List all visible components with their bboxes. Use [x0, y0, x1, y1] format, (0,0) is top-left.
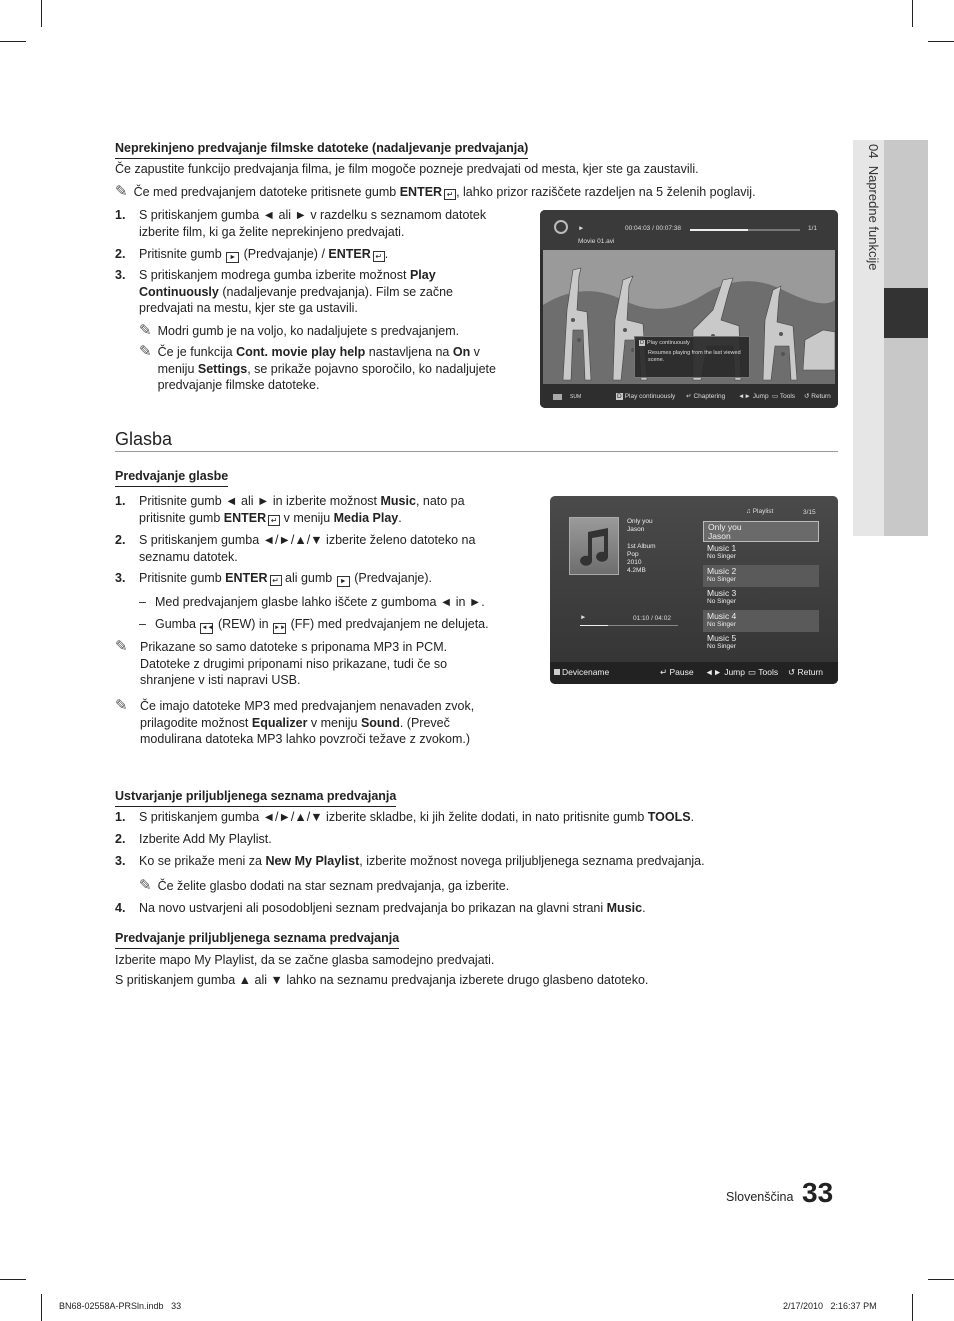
side-tab [853, 140, 928, 536]
side-tab-strip [884, 140, 928, 536]
print-file-info: BN68-02558A-PRSln.indb 33 [59, 1301, 182, 1311]
movie-progress-fill [690, 229, 748, 231]
crop-mark [41, 0, 42, 27]
music-dash-1: – Med predvajanjem glasbe lahko iščete z gumboma ◄ in ►. [139, 595, 485, 609]
side-tab-label: 04 Napredne funkcije [866, 144, 881, 271]
resume-popup: D Play continuously Resumes playing from the last viewed scene. [634, 336, 750, 378]
resume-note-2: ✎ Če je funkcija Cont. movie play help nastavljena na On v meniju Settings, se prikaže pojavno sporočilo, ko nadaljujete predvajanje filmske datoteke. [139, 343, 496, 392]
playlist-item[interactable]: Music 1 No Singer [707, 543, 737, 560]
resume-note-1: ✎ Modri gumb je na voljo, ko nadaljujete s predvajanjem. [139, 322, 460, 339]
side-tab-active [884, 288, 928, 338]
music-player-screenshot [550, 496, 838, 684]
playlist-play-line-2: S pritiskanjem gumba ▲ ali ▼ lahko na seznamu predvajanja izberete drugo glasbeno datoteko. [115, 973, 649, 987]
resume-intro: Če zapustite funkcijo predvajanja filma, je film mogoče pozneje predvajati od mesta, kjer ste ga zaustavili. [115, 162, 699, 176]
music-step-1: 1. Pritisnite gumb ◄ ali ► in izberite možnost Music, nato pa pritisnite gumb ENTER ↵ v meniju Media Play. [115, 494, 465, 525]
playlist-step-3: 3. Ko se prikaže meni za New My Playlist, izberite možnost novega priljubljenega seznama predvajanja. [115, 854, 705, 868]
resume-step-3: 3. S pritiskanjem modrega gumba izberite možnost Play Continuously (nadaljevanje predvajanja). Film se začne predvajati na mestu, kjer ste ga ustavili. [115, 268, 454, 315]
music-dash-2: – Gumba ◄◄ (REW) in ►► (FF) med predvajanjem ne delujeta. [139, 616, 519, 634]
playlist-play-line-1: Izberite mapo My Playlist, da se začne glasba samodejno predvajati. [115, 953, 495, 967]
play-continuously-button[interactable]: D Play continuously [617, 393, 676, 400]
movie-time: 00:04:03 / 00:07:38 [625, 225, 682, 232]
playlist-item[interactable]: Music 5 No Singer [707, 633, 737, 650]
movie-page-count: 1/1 [808, 225, 818, 232]
resume-note: ✎ Če med predvajanjem datoteke pritisnete gumb ENTER ↵ , lahko prizor raziščete razdeljen na 5 želenih poglavij. [115, 183, 756, 200]
jump-button[interactable]: ◄► Jump [705, 667, 745, 677]
crop-mark [928, 41, 954, 42]
music-note-icon [570, 518, 620, 576]
playlist-count: 3/15 [803, 509, 816, 516]
note-pencil-icon: ✎ [139, 322, 152, 339]
section-heading-playlist-play: Predvajanje priljubljenega seznama predvajanja [115, 930, 399, 949]
music-note-1: ✎ Prikazane so samo datoteke s priponama MP3 in PCM. Datoteke z drugimi priponami niso prikazane, tudi če so shranjene v isti napravi USB. [115, 638, 448, 687]
movie-top-bar [540, 210, 838, 250]
note-pencil-icon: ✎ [115, 697, 128, 714]
rew-key-icon: ◄◄ [200, 623, 213, 634]
enter-icon: ↵ [660, 667, 668, 677]
enter-icon: ↵ [373, 251, 385, 262]
glasba-rule [115, 451, 838, 452]
pause-button[interactable]: ↵ Pause [660, 667, 694, 677]
usb-icon [554, 669, 560, 675]
playlist-item[interactable]: Music 4 No Singer [703, 610, 819, 633]
crop-mark [0, 1279, 26, 1280]
play-key-icon: ► [337, 576, 350, 587]
enter-icon: ↵ [444, 189, 456, 200]
music-device-name: Devicename [554, 662, 609, 682]
music-step-2: 2. S pritiskanjem gumba ◄/►/▲/▼ izberite želeno datoteko na seznamu datotek. [115, 533, 476, 564]
usb-icon [553, 394, 562, 400]
playlist-item[interactable]: Music 3 No Singer [707, 588, 737, 605]
play-key-icon: ► [226, 252, 239, 263]
section-heading-resume: Neprekinjeno predvajanje filmske datoteke (nadaljevanje predvajanja) [115, 140, 528, 159]
glasba-title: Glasba [115, 429, 173, 449]
music-note-2: ✎ Če imajo datoteke MP3 med predvajanjem nenavaden zvok, prilagodite možnost Equalizer v meniju Sound. (Preveč modulirana datoteka MP3 lahko povzroči težave z zvokom.) [115, 697, 475, 746]
print-date-info: 2/17/2010 2:16:37 PM [783, 1301, 877, 1311]
music-bottom-bar [550, 662, 838, 684]
playlist-item-selected[interactable]: Only you Jason [703, 521, 819, 542]
crop-mark [912, 0, 913, 27]
movie-player-screenshot [540, 210, 838, 408]
section-heading-music-play: Predvajanje glasbe [115, 468, 228, 487]
music-progress-fill [580, 625, 608, 626]
chaptering-button[interactable]: ↵ Chaptering [686, 393, 726, 400]
d-key-icon: D [640, 340, 644, 346]
crop-mark [912, 1294, 913, 1321]
play-state-icon: ► [578, 225, 585, 232]
playlist-step-2: 2. Izberite Add My Playlist. [115, 832, 272, 846]
page-number: 33 [802, 1177, 834, 1208]
note-pencil-icon: ✎ [115, 638, 128, 655]
playlist-step-4: 4. Na novo ustvarjeni ali posodobljeni seznam predvajanja bo prikazan na glavni strani Music. [115, 901, 646, 915]
crop-mark [928, 1279, 954, 1280]
enter-icon: ↵ [268, 515, 280, 526]
movie-frame-image [543, 250, 835, 384]
section-heading-playlist-create: Ustvarjanje priljubljenega seznama predvajanja [115, 788, 396, 807]
film-reel-icon [554, 220, 568, 234]
crop-mark [0, 41, 26, 42]
jump-button[interactable]: ◄► Jump [738, 393, 769, 400]
movie-device-name: SUM [570, 394, 582, 400]
playlist-item[interactable]: Music 2 No Singer [703, 565, 819, 588]
movie-bottom-bar [540, 386, 838, 408]
playlist-step-1: 1. S pritiskanjem gumba ◄/►/▲/▼ izberite skladbe, ki jih želite dodati, in nato pritisnite gumb TOOLS. [115, 810, 695, 824]
track-info: Only you Jason 1st Album Pop 2010 4.2MB [627, 518, 656, 575]
tools-button[interactable]: ▭ Tools [748, 667, 779, 677]
note-pencil-icon: ✎ [139, 877, 152, 894]
ff-key-icon: ►► [273, 623, 286, 634]
resume-step-1: 1. S pritiskanjem gumba ◄ ali ► v razdelku s seznamom datotek izberite film, ki ga želite neprekinjeno predvajati. [115, 208, 487, 239]
return-button[interactable]: ↺ Return [804, 393, 831, 400]
note-pencil-icon: ✎ [139, 343, 152, 360]
playlist-label: ♫ Playlist [746, 508, 774, 515]
tools-button[interactable]: ▭ Tools [772, 393, 796, 400]
album-art [569, 517, 619, 575]
play-state-icon: ► [580, 614, 587, 621]
movie-filename: Movie 01.avi [578, 238, 615, 245]
enter-icon: ↵ [270, 575, 282, 586]
note-pencil-icon: ✎ [115, 183, 128, 200]
return-button[interactable]: ↺ Return [788, 667, 823, 677]
music-step-3: 3. Pritisnite gumb ENTER ↵ ali gumb ► (Predvajanje). [115, 571, 433, 585]
crop-mark [41, 1294, 42, 1321]
footer-language: Slovenščina [726, 1190, 794, 1204]
playlist [703, 521, 819, 655]
playlist-note: ✎ Če želite glasbo dodati na star seznam predvajanja, ga izberite. [139, 877, 510, 894]
music-time: 01:10 / 04:02 [633, 615, 671, 622]
resume-step-2: 2. Pritisnite gumb ► (Predvajanje) / ENTER ↵ . [115, 247, 389, 261]
enter-icon: ↵ [686, 393, 692, 400]
